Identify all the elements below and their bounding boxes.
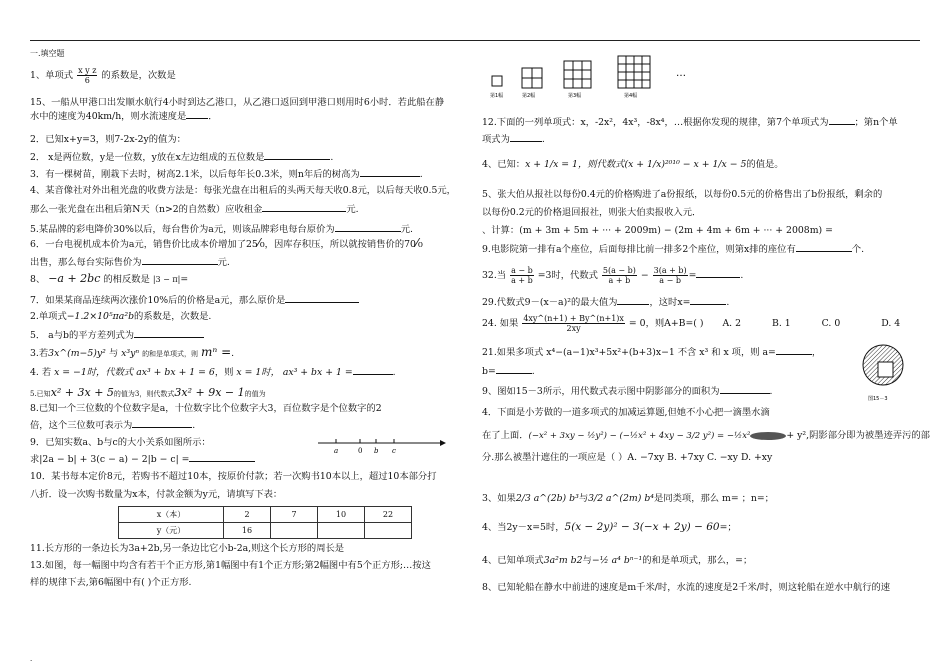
price-table	[118, 506, 412, 539]
axis-label-a: a	[334, 447, 339, 455]
question-9r: 9.电影院第一排有a个座位，后面每排比前一排多2个座位，则第x排的座位有 个.	[482, 244, 865, 255]
grid-ellipsis: …	[676, 68, 686, 79]
axis-label-0: 0	[358, 447, 363, 455]
answer-blank[interactable]	[796, 242, 852, 252]
answer-blank[interactable]	[353, 365, 393, 375]
question-32: 32.当 $\frac{a - b}{a + b}$ =3时，代数式 $\frac{5(a - b)}{a + b}$ − $\frac{3(a + b)}{a - b}$ = .	[482, 266, 744, 285]
question-1: 1、单项式 $\frac{\text{x y z}}{6}$ 的系数是，次数是	[30, 66, 176, 85]
answer-blank[interactable]	[335, 222, 401, 232]
option-c[interactable]: C. 0	[821, 318, 841, 329]
answer-blank[interactable]	[776, 345, 812, 355]
question-3r: 3、如果2/3 a^(2b) b³与3/2 a^(2m) b⁴是同类项，那么 m= ；n=；	[482, 493, 774, 504]
question-4c: 4、当2y－x=5时，5(x − 2y)² − 3(−x + 2y) − 60=；	[482, 521, 737, 533]
question-12: 12.下面的一列单项式：x，-2x²，4x³，-8x⁴，…根据你发现的规律，第7个单项式为 ；第n个单 项式为 .	[482, 117, 898, 145]
question-2c: 2.单项式−1.2×10⁵πa²b的系数是，次数是.	[30, 311, 212, 322]
top-rule	[30, 40, 920, 41]
number-line	[316, 433, 446, 455]
answer-blank[interactable]	[134, 328, 204, 338]
question-2b: 2． x是两位数，y是一位数，y放在x左边组成的五位数是 .	[30, 152, 334, 163]
option-b[interactable]: B. 1	[771, 318, 791, 329]
percent-sign-icon: ⁄₀	[415, 236, 423, 250]
percent-sign-icon: ⁄₀	[257, 236, 265, 250]
question-21: 21.如果多项式 x⁴−(a−1)x³+5x²+(b+3)x−1 不含 x³ 和 x 项，则 a= ， b= .	[482, 347, 822, 377]
question-3: 3．有一棵树苗，刚栽下去时，树高2.1米，以后每年长0.3米，则n年后的树高为 .	[30, 169, 423, 180]
question-15: 15、一船从甲港口出发顺水航行4小时到达乙港口，从乙港口返回到甲港口则用时6小时．若此船在静 水中的速度为40km/h，则水流速度是 ．	[30, 97, 445, 122]
answer-blank[interactable]	[132, 418, 192, 428]
answer-blank[interactable]	[189, 452, 255, 462]
answer-blank[interactable]	[360, 167, 420, 177]
question-5r: 5、张大伯从报社以每份0.4元的价格购进了a份报纸，以每份0.5元的价格售出了b份报纸，剩余的 以每份0.2元的价格退回报社，则张大伯卖报收入元． 、计算：(m + 3m + 5m + ··· + 2009m) − (2m + 4m + 6m + ··· + 2008m) =	[482, 189, 883, 236]
answer-blank[interactable]	[829, 115, 855, 125]
answer-blank[interactable]	[617, 295, 649, 305]
question-9: 9．已知实数a、b与c的大小关系如图所示： 求|2a − b| + 3(c − a) − 2|b − c| =	[30, 436, 470, 466]
square-grid-figures	[482, 44, 722, 104]
answer-blank[interactable]	[285, 293, 359, 303]
question-11: 11.长方形的一条边长为3a+2b,另一条边比它小b-2a,则这个长方形的周长是	[30, 543, 345, 554]
question-5b: 5． a与b的平方差列式为	[30, 328, 470, 342]
question-4b-right: 4．下面是小芳做的一道多项式的加减运算题,但她不小心把一滴墨水滴 在了上面．(−x² + 3xy − ½y²) − (−½x² + 4xy − 3/2 y²) = −½x² + y²,阴影部分即为被墨迹弄污的部 分.那么被墨汁遮住的一项应是（ ）A. −7xy B. +7xy C. −xy D. +xy	[482, 407, 930, 463]
question-2a: 2．已知x+y=3，则7-2x-2y的值为：	[30, 134, 186, 145]
question-8b: 8.已知一个三位数的个位数字是a，十位数字比个位数字大3，百位数字是个位数字的2 倍，这个三位数可表示为 .	[30, 403, 382, 431]
question-5: 5.某品牌的彩电降价30%以后，每台售价为a元，则该品牌彩电每台原价为 元.	[30, 224, 413, 235]
question-29: 29.代数式9－(x－a)²的最大值为 ，这时x= .	[482, 297, 730, 308]
question-4: 4、某音像社对外出租光盘的收费方法是：每张光盘在出租后的头两天每天收0.8元，以后每天收0.5元， 那么一张光盘在出租后第N天（n>2的自然数）应收租金 元.	[30, 185, 456, 215]
question-8r: 8、已知轮船在静水中前进的速度是m千米/时，水流的速度是2千米/时，则这轮船在逆水中航行的速	[482, 582, 891, 593]
grid-label-1: 第1幅	[490, 93, 504, 99]
table-row: x（本） 2 7 10 22	[119, 507, 412, 523]
question-9b: 9、图如15－3所示，用代数式表示图中阴影部分的面积为 .	[482, 386, 773, 397]
question-7: 7．如果某商品连续两次涨价10%后的价格是a元，那么原价是	[30, 293, 470, 307]
option-d[interactable]: D. 4	[881, 318, 901, 329]
answer-blank[interactable]	[510, 132, 542, 142]
answer-blank[interactable]	[696, 268, 740, 278]
axis-label-c: c	[392, 447, 396, 455]
question-3b: 3.若3x^(m−5)y² 与 x³yⁿ 的和是单项式，则 mⁿ =.	[30, 345, 235, 359]
fraction: $\frac{\text{x y z}}{6}$	[78, 66, 97, 85]
question-10: 10．某书每本定价8元，若购书不超过10本，按原价付款；若一次购书10本以上，超过10本部分打 八折．设一次购书数量为x本，付款金额为y元，请填写下表：	[30, 471, 437, 500]
question-6: 6．一台电视机成本价为a元，销售价比成本价增加了25⁄₀，因库存积压，所以就按销售价的70⁄₀ 出售，那么每台实际售价为 元.	[30, 236, 423, 268]
question-24: 24. 如果 $\frac{4xy\^{}(n+1) + By\^{}(n+1)x}{2xy}$ = 0，则A+B=( ) A. 2 B. 1 C. 0 D. 4	[482, 314, 901, 333]
section-header: 一.填空题	[30, 49, 65, 58]
option-a[interactable]: A. 2	[722, 318, 742, 329]
question-4r: 4、已知：x + 1/x = 1，则代数式(x + 1/x)²⁰¹⁰ − x + 1/x − 5的值是。	[482, 159, 784, 170]
question-8a: 8、 −a + 2bc 的相反数是 |3 − π|=	[30, 272, 189, 285]
question-13: 13.如图，每一幅图中均含有若干个正方形,第1幅图中有1个正方形;第2幅图中有5个正方形;…按这 样的规律下去,第6幅图中有( )个正方形.	[30, 560, 431, 588]
figure-label: 图15－3	[868, 396, 888, 402]
table-row: y（元） 16	[119, 523, 412, 539]
axis-label-b: b	[374, 447, 379, 455]
answer-blank[interactable]	[186, 109, 208, 119]
answer-blank[interactable]	[496, 364, 532, 374]
grid-label-3: 第3幅	[568, 93, 582, 99]
question-5c: 5.已知x² + 3x + 5的值为3，则代数式3x² + 9x − 1的值为	[30, 386, 266, 399]
grid-label-4: 第4幅	[624, 93, 638, 99]
page-footer-dot: .	[30, 655, 33, 663]
answer-blank[interactable]	[142, 255, 218, 265]
question-4d: 4、已知单项式3a²m b2与−½ a⁴ bⁿ⁻¹的和是单项式，那么，=；	[482, 555, 753, 566]
answer-blank[interactable]	[262, 202, 346, 212]
question-4b: 4. 若 x = −1时，代数式 ax³ + bx + 1 = 6，则 x = 1时， ax³ + bx + 1 = .	[30, 367, 396, 378]
ink-blot-icon	[750, 432, 786, 440]
answer-blank[interactable]	[720, 384, 770, 394]
answer-blank[interactable]	[690, 295, 726, 305]
answer-blank[interactable]	[264, 150, 330, 160]
grid-label-2: 第2幅	[522, 93, 536, 99]
